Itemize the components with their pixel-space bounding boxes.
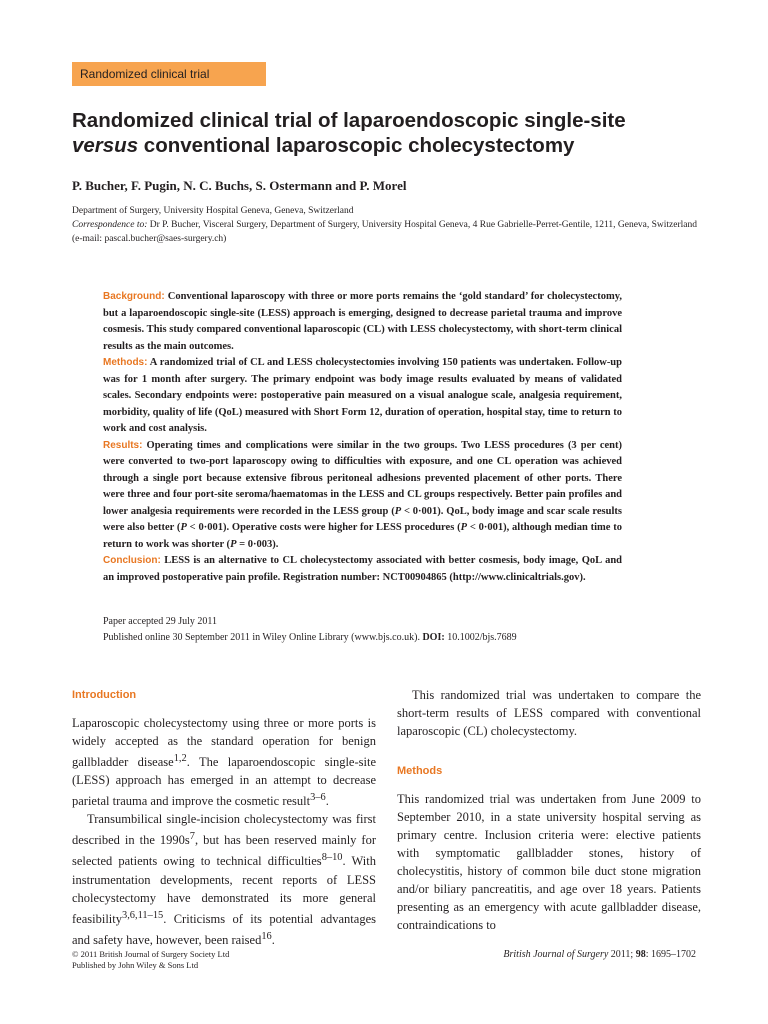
right-column xyxy=(397,686,701,934)
abstract-conclusion: Conclusion: LESS is an alternative to CL cholecystectomy associated with better cosmesis, body image, QoL and an improved postoperative pain profile. Registration number: NCT00904865 (http://www.clinicaltrials.gov). xyxy=(103,555,622,583)
doi: 10.1002/bjs.7689 xyxy=(444,632,517,643)
left-column xyxy=(72,686,376,949)
department: Department of Surgery, University Hospital Geneva, Geneva, Switzerland xyxy=(72,206,354,216)
author-list: P. Bucher, F. Pugin, N. C. Buchs, S. Ostermann and P. Morel xyxy=(72,178,407,193)
footer-copyright: © 2011 British Journal of Surgery Society Ltd Published by John Wiley & Sons Ltd xyxy=(72,949,230,970)
accepted-date: Paper accepted 29 July 2011 xyxy=(103,616,218,627)
published-online: Published online 30 September 2011 in Wiley Online Library (www.bjs.co.uk). DOI: 10.1002/bjs.7689 xyxy=(103,632,517,643)
correspondence: Correspondence to: Dr P. Bucher, Visceral Surgery, Department of Surgery, University Hospital Geneva, 4 Rue Gabrielle-Perret-Gentile, 1211, Geneva, Switzerland (e-mail: pascal.bucher@saes-surgery.ch) xyxy=(72,220,698,244)
article-type-banner xyxy=(72,62,266,86)
introduction-heading: Introduction xyxy=(72,689,137,701)
abstract-methods: Methods: A randomized trial of CL and LESS cholecystectomies involving 150 patients was undertaken. Follow-up was for 1 month after surgery. The primary endpoint was body image results evaluated by means of validated scales. Secondary endpoints were: postoperative pain measured on a visual analogue scale, analgesia requirement, morbidity, quality of life (QoL) measured with Short Form 12, duration of operation, hospital stay, time to return to work and cost analysis. xyxy=(103,357,622,434)
intro-paragraph-1: Laparoscopic cholecystectomy using three or more ports is widely accepted as the standard operation for benign gallbladder disease$^{1,2}$. The laparoendoscopic single-site (LESS) approach has emerged in an attempt to decrease parietal trauma and improve the cosmetic result$^{3-6}$. xyxy=(72,716,376,809)
article-type-label: Randomized clinical trial xyxy=(80,67,210,81)
methods-paragraph-1: This randomized trial was undertaken from June 2009 to September 2010, in a state university hospital serving as primary centre. Inclusion criteria were: elective patients with symptomatic gallbladder stones, history of cholecystitis, history of common bile duct stone migration and/or biliary pancreatitis, and age over 18 years. Patients presenting as an emergency with acute gallbladder disease, contraindications to xyxy=(397,792,701,932)
abstract xyxy=(103,289,622,586)
footer-citation: British Journal of Surgery 2011; 98: 1695–1702 xyxy=(503,949,696,960)
title-versus: versus xyxy=(72,134,139,157)
abstract-results: Results: Operating times and complications were similar in the two groups. Two LESS procedures (3 per cent) were converted to two-port laparoscopy owing to difficulties with exposure, and one CL operation was achieved through a single port because extensive fibrous peritoneal adhesions prevented placement of other ports. There were three and four port-site seroma/haematomas in the LESS and CL groups respectively. Better pain profiles and lower analgesia requirements were recorded in the LESS group (P < 0·001). QoL, body image and scar scale results were also better (P < 0·001). Operative costs were higher for LESS procedures (P < 0·001), although median time to return to work was shorter (P = 0·003). xyxy=(103,439,622,550)
publication-dates xyxy=(103,614,623,646)
article-title: Randomized clinical trial of laparoendoscopic single-site versus conventional laparoscopic cholecystectomy xyxy=(72,109,626,157)
methods-heading: Methods xyxy=(397,765,443,777)
intro-paragraph-2: Transumbilical single-incision cholecystectomy was first described in the $1990s^7$, but has been reserved mainly for selected patients owing to technical difficulties$^{8-10}$. With instrumentation developments, recent reports of LESS cholecystectomy have demonstrated its more general feasibility$^{3,6,11-15}$. Criticisms of its potential advantages and safety have, however, been raised$^{16}$. xyxy=(72,812,376,947)
intro-paragraph-3: This randomized trial was undertaken to compare the short-term results of LESS compared with conventional laparoscopic (CL) cholecystectomy. xyxy=(397,688,701,738)
affiliation-block xyxy=(72,204,698,246)
abstract-background: Background: Conventional laparoscopy with three or more ports remains the ‘gold standard’ for cholecystectomy, but a laparoendoscopic single-site (LESS) approach is emerging, designed to decrease parietal trauma and improve cosmesis. This study compared conventional laparoscopic (CL) with LESS cholecystectomy, with short-term clinical results as the main outcomes. xyxy=(103,291,622,352)
